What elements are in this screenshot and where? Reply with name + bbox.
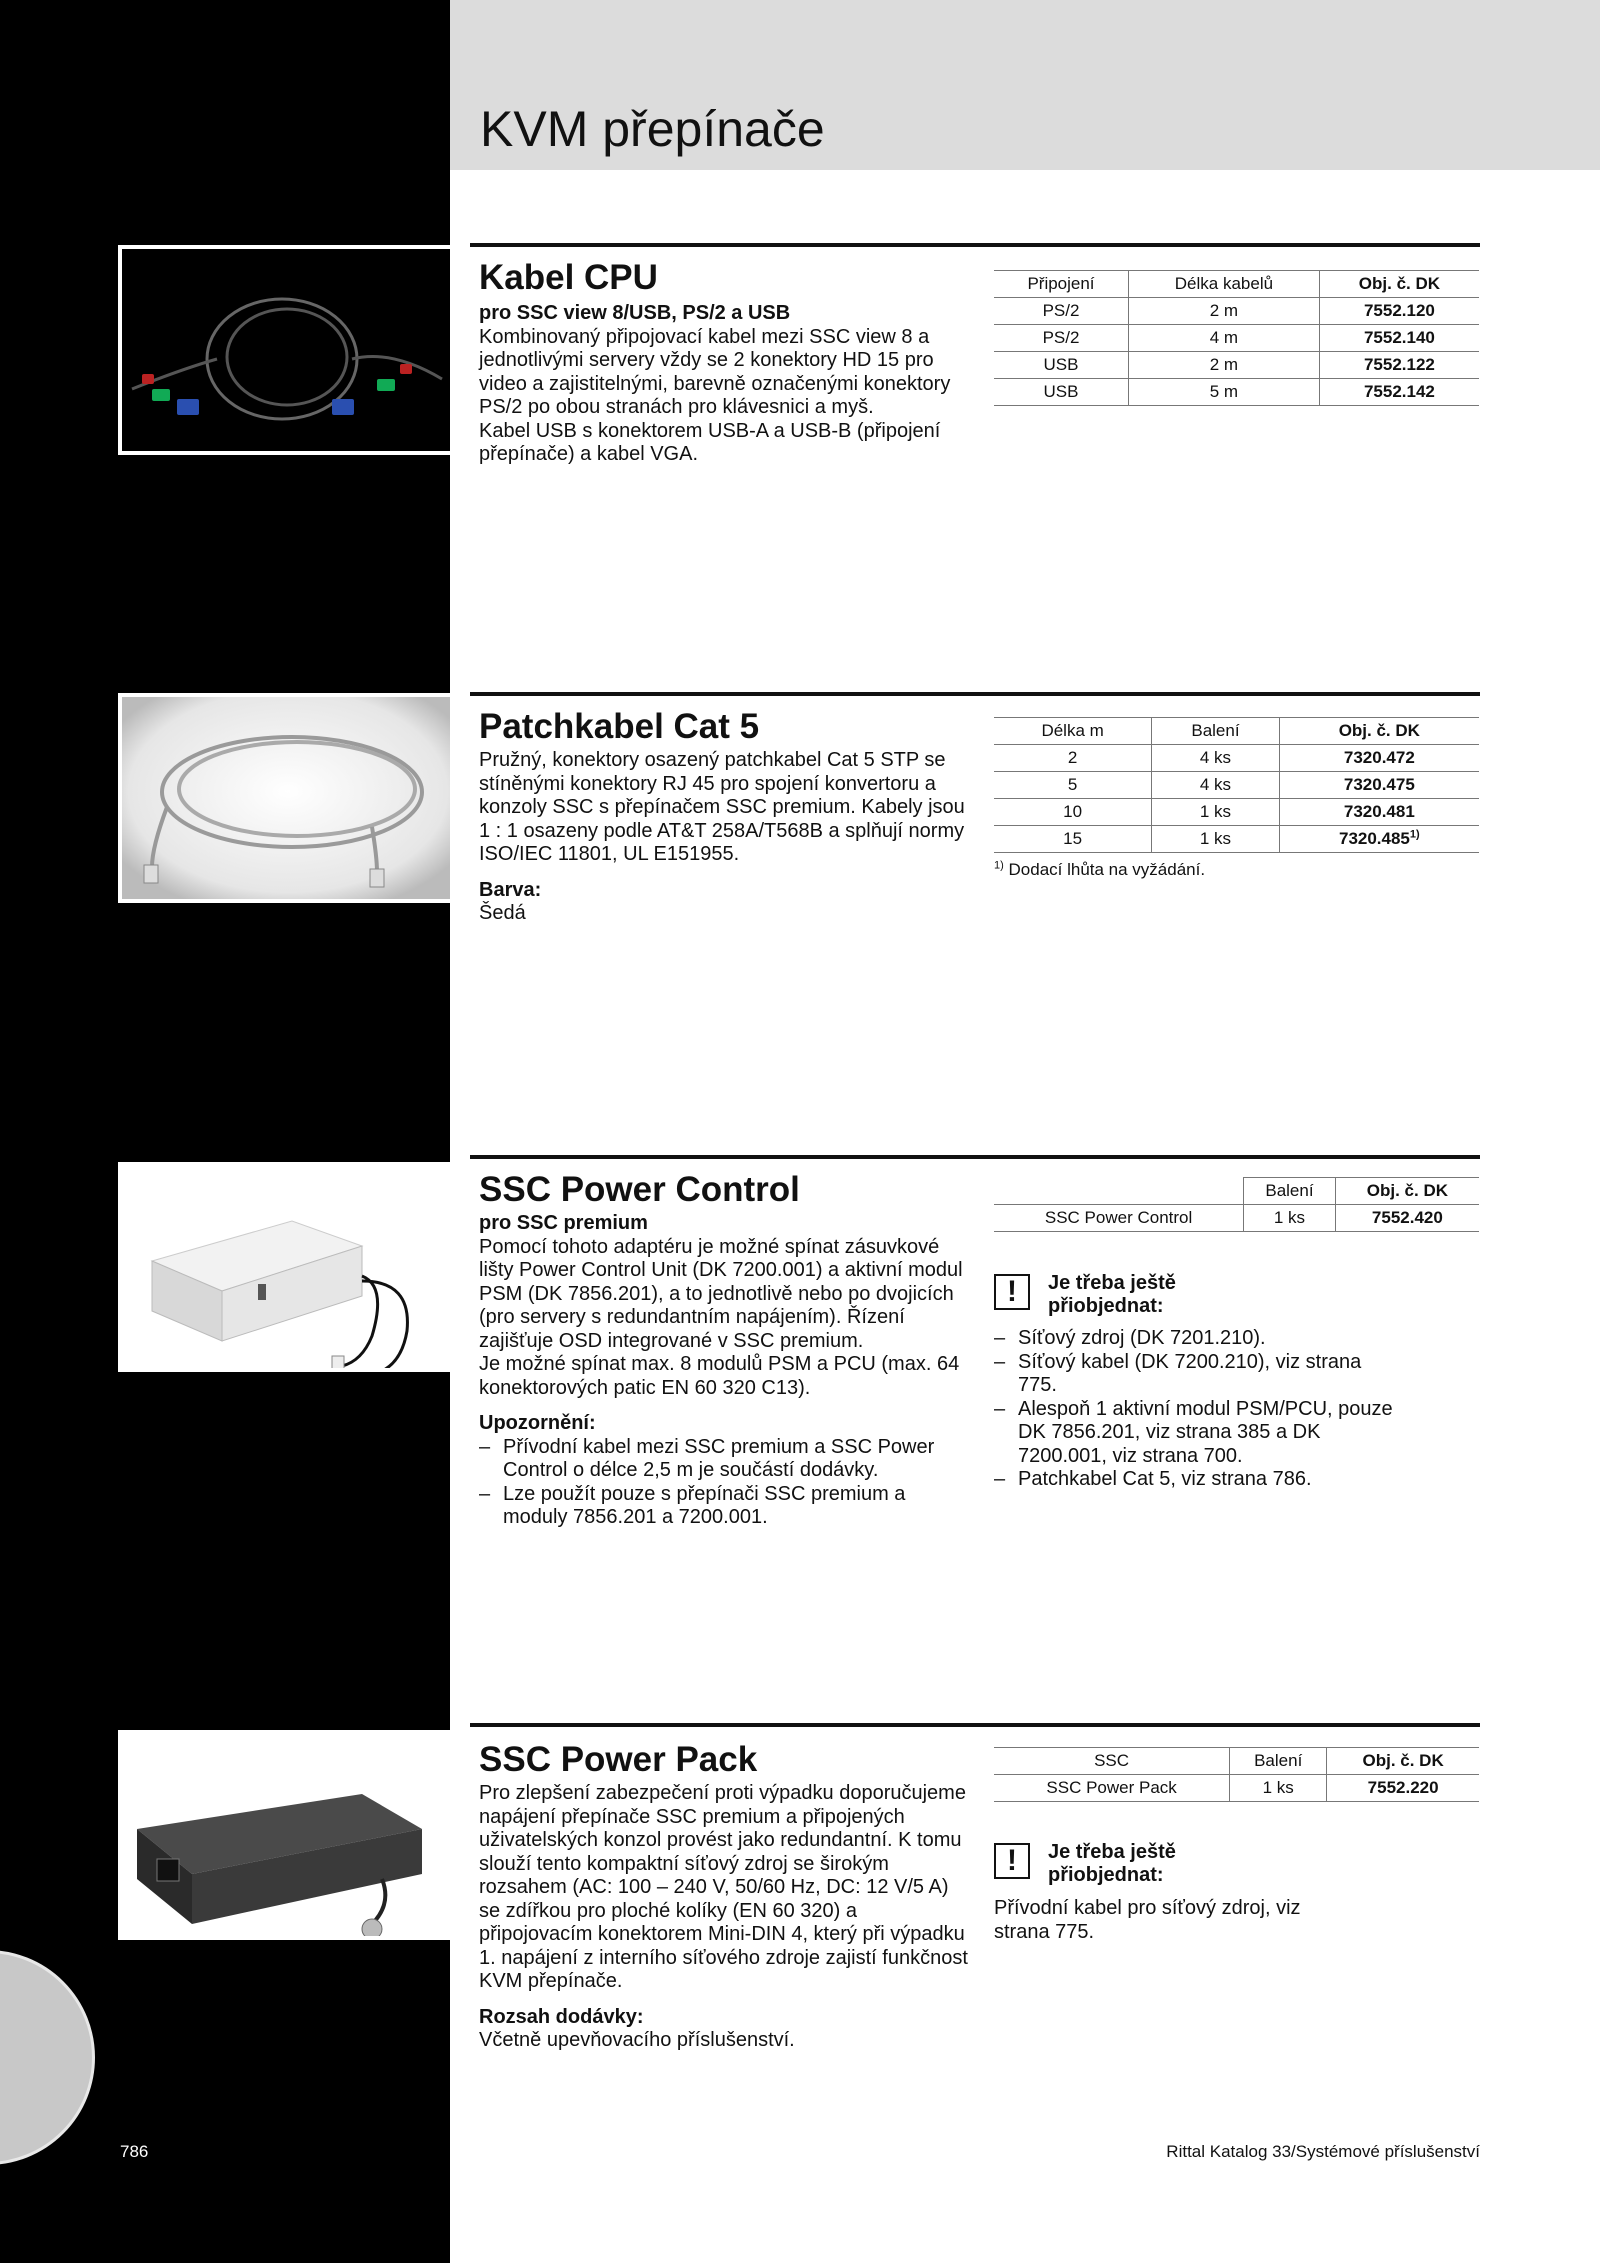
footnote-text: Dodací lhůta na vyžádání.: [1003, 860, 1206, 879]
ssc-power-control-photo: [118, 1162, 450, 1372]
paragraph: Kombinovaný připojovací kabel mezi SSC view 8 a jednotlivými servery vždy se 2 konektory HD 15 pro video a zajistitelnými, barevně označenými konektory PS/2 po obou stranách pro klávesnici a myš.: [479, 325, 951, 418]
table-row: [994, 298, 1479, 325]
note-label: Upozornění:: [479, 1412, 596, 1434]
scope-value: Včetně upevňovacího příslušenství.: [479, 2029, 795, 2051]
note-list: [479, 1436, 969, 1530]
color-value: Šedá: [479, 902, 526, 924]
table-cell: 7320.472: [1279, 745, 1479, 772]
notice-title-line: přiobjednat:: [1048, 1864, 1164, 1886]
order-also-list: [994, 1327, 1394, 1492]
table-cell: 7552.120: [1319, 298, 1479, 325]
section-rule: [470, 1155, 1480, 1159]
notice-title-line: Je třeba ještě: [1048, 1841, 1176, 1863]
table-cell: 5 m: [1129, 379, 1320, 406]
section-rule: [470, 1723, 1480, 1727]
table-cell: SSC Power Pack: [994, 1775, 1230, 1802]
section-rule: [470, 243, 1480, 247]
ssc-power-pack-description: [479, 1782, 969, 2053]
page-number: 786: [120, 2142, 149, 2161]
table-header: Obj. č. DK: [1279, 718, 1479, 745]
table-header: Délka kabelů: [1129, 271, 1320, 298]
table-cell: 7320.475: [1279, 772, 1479, 799]
list-item: – Síťový kabel (DK 7200.210), viz strana 775.: [994, 1351, 1394, 1398]
footnote: [994, 860, 1205, 880]
color-label: Barva:: [479, 878, 542, 901]
ssc-power-pack-photo: [118, 1730, 450, 1940]
paragraph: Je možné spínat max. 8 modulů PSM a PCU (max. 64 konektorových patic EN 60 320 C13).: [479, 1353, 960, 1399]
ssc-power-control-description: [479, 1212, 969, 1530]
kabel-cpu-description: [479, 302, 969, 467]
paragraph: Pomocí tohoto adaptéru je možné spínat zásuvkové lišty Power Control Unit (DK 7200.001) a aktivní modul PSM (DK 7856.201), a to jednotlivě nebo po dvojicích (pro servery s redundantním napájením). Řízení zajišťuje OSD integrované v SSC premium.: [479, 1235, 963, 1352]
table-header: Balení: [1230, 1748, 1327, 1775]
paragraph: Kabel USB s konektorem USB-A a USB-B (připojení přepínače) a kabel VGA.: [479, 419, 941, 465]
list-item: – Alespoň 1 aktivní modul PSM/PCU, pouze DK 7856.201, viz strana 385 a DK 7200.001, viz strana 700.: [994, 1398, 1394, 1469]
table-row: [994, 1205, 1479, 1232]
section-title-kabel-cpu: Kabel CPU: [479, 258, 658, 297]
catalog-footer: Rittal Katalog 33/Systémové příslušenství: [1166, 2142, 1480, 2161]
table-cell: 7552.220: [1327, 1775, 1479, 1802]
patchkabel-description: [479, 749, 969, 926]
table-cell: 7552.142: [1319, 379, 1479, 406]
list-item: – Patchkabel Cat 5, viz strana 786.: [994, 1468, 1394, 1492]
footnote-marker: 1): [994, 859, 1004, 872]
table-cell: 2 m: [1129, 352, 1320, 379]
notice-title-line: Je třeba ještě: [1048, 1272, 1176, 1294]
table-cell: 2 m: [1129, 298, 1320, 325]
page-title: KVM přepínače: [480, 101, 825, 157]
table-cell: 1 ks: [1152, 799, 1279, 826]
list-item: – Přívodní kabel mezi SSC premium a SSC Power Control o délce 2,5 m je součástí dodávky.: [479, 1436, 969, 1483]
table-cell: 15: [994, 826, 1152, 853]
table-header: SSC: [994, 1748, 1230, 1775]
table-header: Obj. č. DK: [1319, 271, 1479, 298]
table-cell: [1279, 826, 1479, 853]
kabel-cpu-photo: [118, 245, 450, 455]
paragraph: Pružný, konektory osazený patchkabel Cat 5 STP se stíněnými konektory RJ 45 pro spojení konvertoru a konzoly SSC s přepínačem SSC premium. Kabely jsou 1 : 1 osazeny podle AT&T 258A/T568B a splňují normy ISO/IEC 11801, UL E151955.: [479, 749, 965, 865]
section-rule: [470, 692, 1480, 696]
table-cell: 5: [994, 772, 1152, 799]
table-row: [994, 325, 1479, 352]
table-cell: 1 ks: [1244, 1205, 1336, 1232]
notice-title: [1048, 1272, 1176, 1318]
table-header: Obj. č. DK: [1327, 1748, 1479, 1775]
table-cell: 2: [994, 745, 1152, 772]
section-title-patchkabel: Patchkabel Cat 5: [479, 707, 760, 746]
table-header: Připojení: [994, 271, 1129, 298]
table-cell: 7552.140: [1319, 325, 1479, 352]
table-cell: 4 ks: [1152, 745, 1279, 772]
scope-label: Rozsah dodávky:: [479, 2005, 644, 2028]
table-row: [994, 799, 1479, 826]
table-cell: 10: [994, 799, 1152, 826]
section-subtitle: pro SSC premium: [479, 1212, 648, 1234]
section-subtitle: pro SSC view 8/USB, PS/2 a USB: [479, 302, 791, 324]
table-header: Balení: [1152, 718, 1279, 745]
table-cell: USB: [994, 352, 1129, 379]
footnote-marker: 1): [1409, 828, 1420, 841]
table-row: [994, 745, 1479, 772]
ssc-power-control-table: [994, 1177, 1479, 1232]
list-item: – Lze použít pouze s přepínači SSC premium a moduly 7856.201 a 7200.001.: [479, 1483, 969, 1530]
table-header: Balení: [1244, 1178, 1336, 1205]
table-row: [994, 379, 1479, 406]
ssc-power-pack-table: [994, 1747, 1479, 1802]
order-number: 7320.485: [1338, 829, 1410, 848]
notice-title-line: přiobjednat:: [1048, 1295, 1164, 1317]
table-cell: PS/2: [994, 325, 1129, 352]
table-row: [994, 1775, 1479, 1802]
table-cell: 7320.481: [1279, 799, 1479, 826]
table-cell: 7552.122: [1319, 352, 1479, 379]
list-item: – Síťový zdroj (DK 7201.210).: [994, 1327, 1394, 1351]
table-row: [994, 352, 1479, 379]
table-row: [994, 772, 1479, 799]
exclamation-icon: !: [994, 1843, 1030, 1879]
exclamation-icon: !: [994, 1274, 1030, 1310]
notice-title: [1048, 1841, 1176, 1887]
table-row: [994, 826, 1479, 853]
table-header: [994, 1178, 1244, 1205]
table-cell: SSC Power Control: [994, 1205, 1244, 1232]
kabel-cpu-table: [994, 270, 1479, 406]
table-cell: 1 ks: [1152, 826, 1279, 853]
table-cell: 4 ks: [1152, 772, 1279, 799]
patchkabel-photo: [118, 693, 450, 903]
table-cell: 4 m: [1129, 325, 1320, 352]
table-cell: USB: [994, 379, 1129, 406]
table-header: Délka m: [994, 718, 1152, 745]
table-header: Obj. č. DK: [1335, 1178, 1479, 1205]
table-cell: 1 ks: [1230, 1775, 1327, 1802]
table-cell: 7552.420: [1335, 1205, 1479, 1232]
order-also-text: Přívodní kabel pro síťový zdroj, viz strana 775.: [994, 1897, 1301, 1943]
section-title-ssc-power-pack: SSC Power Pack: [479, 1740, 758, 1779]
patchkabel-table: [994, 717, 1479, 853]
section-title-ssc-power-control: SSC Power Control: [479, 1170, 800, 1209]
table-cell: PS/2: [994, 298, 1129, 325]
paragraph: Pro zlepšení zabezpečení proti výpadku doporučujeme napájení přepínače SSC premium a připojených uživatelských konzol provést jako redundantní. K tomu slouží tento kompaktní síťový zdroj se širokým rozsahem (AC: 100 – 240 V, 50/60 Hz, DC: 12 V/5 A) se zdířkou pro ploché kolíky (EN 60 320) a připojovacím konektorem Mini-DIN 4, který při výpadku 1. napájení z interního síťového zdroje zajistí funkčnost KVM přepínače.: [479, 1782, 968, 1992]
